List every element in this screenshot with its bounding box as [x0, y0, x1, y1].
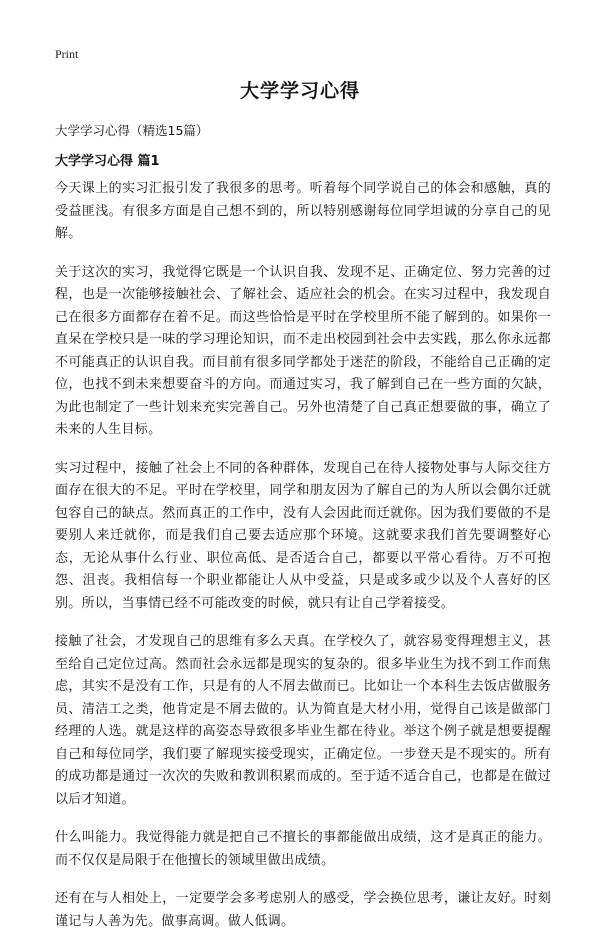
paragraph-2: 关于这次的实习，我觉得它既是一个认识自我、发现不足、正确定位、努力完善的过程，也是一次能够接触社会、了解社会、适应社会的机会。在实习过程中，我发现自己在很多方面都存在着不足。而这些恰恰是平时在学校里所不能了解到的。如果你一直呆在学校只是一味的学习理论知识，而不走出校园到社会中去实践，那么你永远都不可能真正的认识自我。而目前有很多同学都处于迷茫的阶段，不能给自己正确的定位，也找不到未来想要奋斗的方向。而通过实习，我了解到自己在一些方面的欠缺，为此也制定了一些计划来充实完善自己。另外也清楚了自己真正想要做的事，确立了未来的人生目标。 [55, 264, 551, 437]
document-title: 大学学习心得 [239, 80, 360, 102]
print-link[interactable]: Print [55, 47, 79, 61]
paragraph-6: 还有在与人相处上，一定要学会多考虑别人的感受，学会换位思考，谦让友好。时刻谨记与人善为先。做事高调。做人低调。 [55, 891, 551, 929]
section-heading: 大学学习心得 篇1 [55, 154, 160, 169]
paragraph-5: 什么叫能力。我觉得能力就是把自己不擅长的事都能做出成绩，这才是真正的能力。而不仅仅是局限于在他擅长的领域里做出成绩。 [55, 830, 551, 868]
paragraph-3: 实习过程中，接触了社会上不同的各种群体，发现自己在待人接物处事与人际交往方面存在很大的不足。平时在学校里，同学和朋友因为了解自己的为人所以会偶尔迁就包容自己的缺点。然而真正的工作中，没有人会因此而迁就你。因为我们要做的不是要别人来迁就你，而是我们自己要去适应那个环境。这就要求我们首先要调整好心态，无论从事什么行业、职位高低、是否适合自己，都要以平常心看待。万不可抱怨、沮丧。我相信每一个职业都能让人从中受益，只是或多或少以及个人喜好的区别。所以，当事情已经不可能改变的时候，就只有让自己学着接受。 [55, 460, 551, 611]
document-subtitle: 大学学习心得（精选15篇） [55, 123, 209, 138]
paragraph-1: 今天课上的实习汇报引发了我很多的思考。听着每个同学说自己的体会和感触，真的受益匪浅。有很多方面是自己想不到的，所以特别感谢每位同学坦诚的分享自己的见解。 [55, 181, 551, 241]
article-body [55, 178, 551, 949]
paragraph-4: 接触了社会，才发现自己的思维有多么天真。在学校久了，就容易变得理想主义，甚至给自己定位过高。然而社会永远都是现实的复杂的。很多毕业生为找不到工作而焦虑，其实不是没有工作，只是有的人不屑去做而已。比如让一个本科生去饭店做服务员、清洁工之类，他肯定是不屑去做的。认为简直是大材小用，觉得自己该是做部门经理的人选。就是这样的高姿态导致很多毕业生都在待业。举这个例子就是想要提醒自己和每位同学，我们要了解现实接受现实，正确定位。一步登天是不现实的。所有的成功都是通过一次次的失败和教训积累而成的。至于适不适合自己，也都是在做过以后才知道。 [55, 634, 551, 807]
